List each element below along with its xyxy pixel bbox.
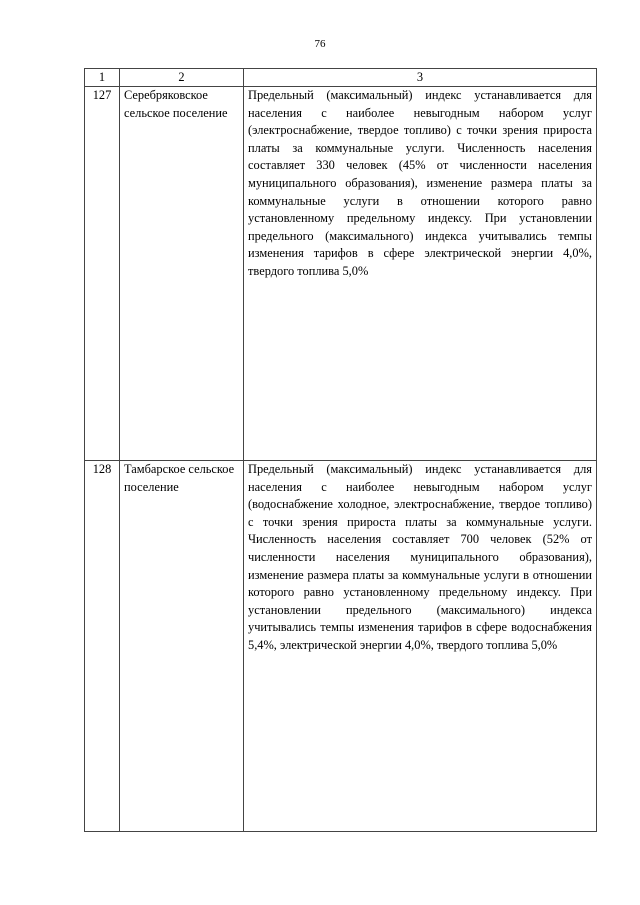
page-number: 76 [314, 38, 326, 50]
table-header-row [85, 69, 597, 87]
index-description-cell: Предельный (максимальный) индекс устанавливается для населения с наиболее невыгодным набором услуг (электроснабжение, твердое топливо) с точки зрения прироста платы за коммунальные услуги. Численность населения составляет 330 человек (45% от численности населения муниципального образования), изменение размера платы за коммунальные услуги в отношении которого равно установленному предельному индексу. При установлении предельного (максимального) индекса учитывались темпы изменения тарифов в сфере электрической энергии 4,0%, твердого топлива 5,0% [244, 87, 597, 461]
header-cell-3: 3 [244, 69, 597, 87]
index-description-cell: Предельный (максимальный) индекс устанавливается для населения с наиболее невыгодным набором услуг (водоснабжение холодное, электроснабжение, твердое топливо) с точки зрения прироста платы за коммунальные услуги. Численность населения составляет 700 человек (52% от численности населения муниципального образования), изменение размера платы за коммунальные услуги в отношении которого равно установленному предельному индексу. При установлении предельного (максимального) индекса учитывались темпы изменения тарифов в сфере водоснабжения 5,4%, электрической энергии 4,0%, твердого топлива 5,0% [244, 461, 597, 832]
tariff-index-table [84, 68, 597, 832]
table-row [85, 461, 597, 832]
row-number-cell: 128 [85, 461, 120, 832]
table-row [85, 87, 597, 461]
header-cell-2: 2 [120, 69, 244, 87]
settlement-name-cell: Серебряковское сельское поселение [120, 87, 244, 461]
row-number-cell: 127 [85, 87, 120, 461]
header-cell-1: 1 [85, 69, 120, 87]
settlement-name-cell: Тамбарское сельское поселение [120, 461, 244, 832]
